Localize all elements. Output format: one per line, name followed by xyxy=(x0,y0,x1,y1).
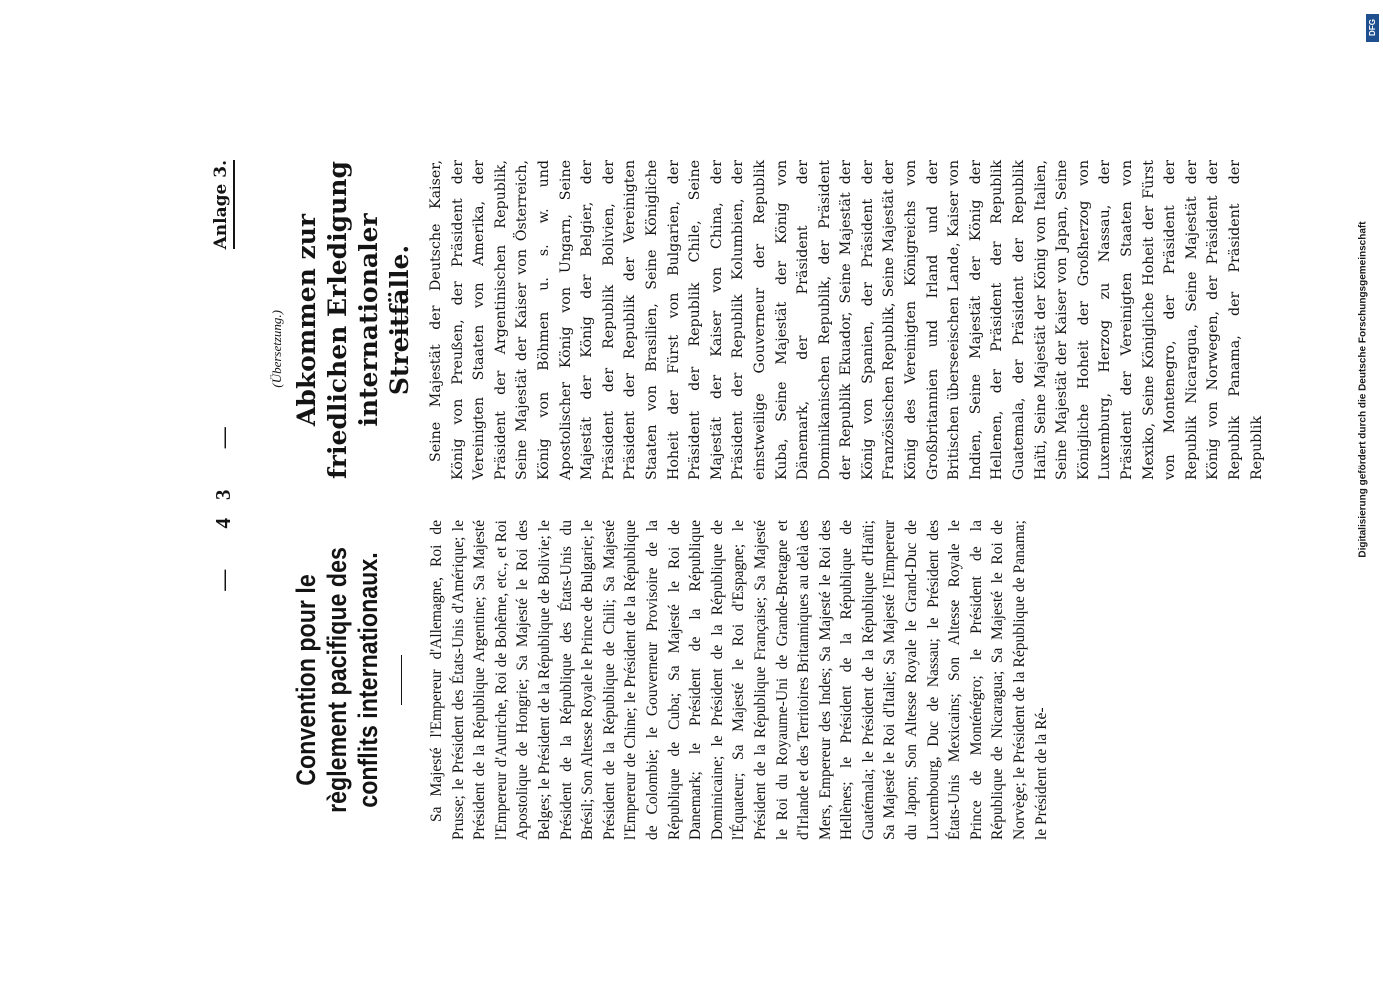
dfg-logo-icon xyxy=(1366,14,1379,42)
french-text: Sa Majesté l'Empereur d'Allemagne, Roi de Prusse; le Président des États-Unis d'Amérique; le Président de la République Argentine; Sa Majesté l'Empereur d'Autriche, Roi de Bohême, etc., et Roi Apostolique de Hongrie; Sa Majesté le Roi des Belges; le Président de la République de Bolivie; le Président de la République des États-Unis du Brésil; Son Altesse Royale le Prince de Bulgarie; le Président de la République de Chili; Sa Majesté l'Empereur de Chine; le Président de la République de Colombie; le Gouverneur Provisoire de la République de Cuba; Sa Majesté le Roi de Danemark; le Président de la République Dominicaine; le Président de la République de l'Équateur; Sa Majesté le Roi d'Espagne; le Président de la République Française; Sa Majesté le Roi du Royaume-Uni de Grande-Bretagne et d'Irlande et des Territoires Britanniques au delà des Mers, Empereur des Indes; Sa Majesté le Roi des Hellènes; le Président de la République de Guatémala; le Président de la République d'Haïti; Sa Majesté le Roi d'Italie; Sa Majesté l'Empereur du Japon; Son Altesse Royale le Grand-Duc de Luxembourg, Duc de Nassau; le Président des États-Unis Mexicains; Son Altesse Royale le Prince de Monténégro; le Président de la République de Nicaragua; Sa Majesté le Roi de Norvège; le Président de la République de Panama; le Président de la Ré- xyxy=(428,520,1050,840)
annex-label: Anlage 3. xyxy=(211,160,235,249)
divider xyxy=(401,655,402,705)
translation-note: (Übersetzung.) xyxy=(269,310,284,388)
dfg-logo-text: DFG xyxy=(1368,19,1377,36)
german-text: Seine Majestät der Deutsche Kaiser, König von Preußen, der Präsident der Vereinigten Staaten von Amerika, der Präsident der Argentinischen Republik, Seine Majestät der Kaiser von Österreich, König von Böhmen u. s. w. und Apostolischer König von Ungarn, Seine Majestät der König der Belgier, der Präsident der Republik Bolivien, der Präsident der Republik der Vereinigten Staaten von Brasilien, Seine Königliche Hoheit der Fürst von Bulgarien, der Präsident der Republik Chile, Seine Majestät der Kaiser von China, der Präsident der Republik Kolumbien, der einstweilige Gouverneur der Republik Kuba, Seine Majestät der König von Dänemark, der Präsident der Dominikanischen Republik, der Präsident der Republik Ekuador, Seine Majestät der König von Spanien, der Präsident der Französischen Republik, Seine Majestät der König des Vereinigten Königreichs von Großbritannien und Irland und der Britischen überseeischen Lande, Kaiser von Indien, Seine Majestät der König der Hellenen, der Präsident der Republik Guatemala, der Präsident der Republik Haïti, Seine Majestät der König von Italien, Seine Majestät der Kaiser von Japan, Seine Königliche Hoheit der Großherzog von Luxemburg, Herzog zu Nassau, der Präsident der Vereinigten Staaten von Mexiko, Seine Königliche Hoheit der Fürst von Montenegro, der Präsident der Republik Nicaragua, Seine Majestät der König von Norwegen, der Präsident der Republik Panama, der Präsident der Republik xyxy=(428,160,1265,480)
german-title: Abkommen zur friedlichen Erledigung internationaler Streitfälle. xyxy=(292,161,414,479)
page-number: — 43 — xyxy=(211,409,235,591)
rotated-page xyxy=(211,160,1265,840)
german-column xyxy=(291,160,1268,480)
french-title: Convention pour le règlement pacifique des conflits internationaux. xyxy=(291,547,383,813)
digitization-note: Digitalisierung gefördert durch die Deutsche Forschungsgemeinschaft xyxy=(1357,221,1369,558)
french-column xyxy=(291,520,1052,840)
